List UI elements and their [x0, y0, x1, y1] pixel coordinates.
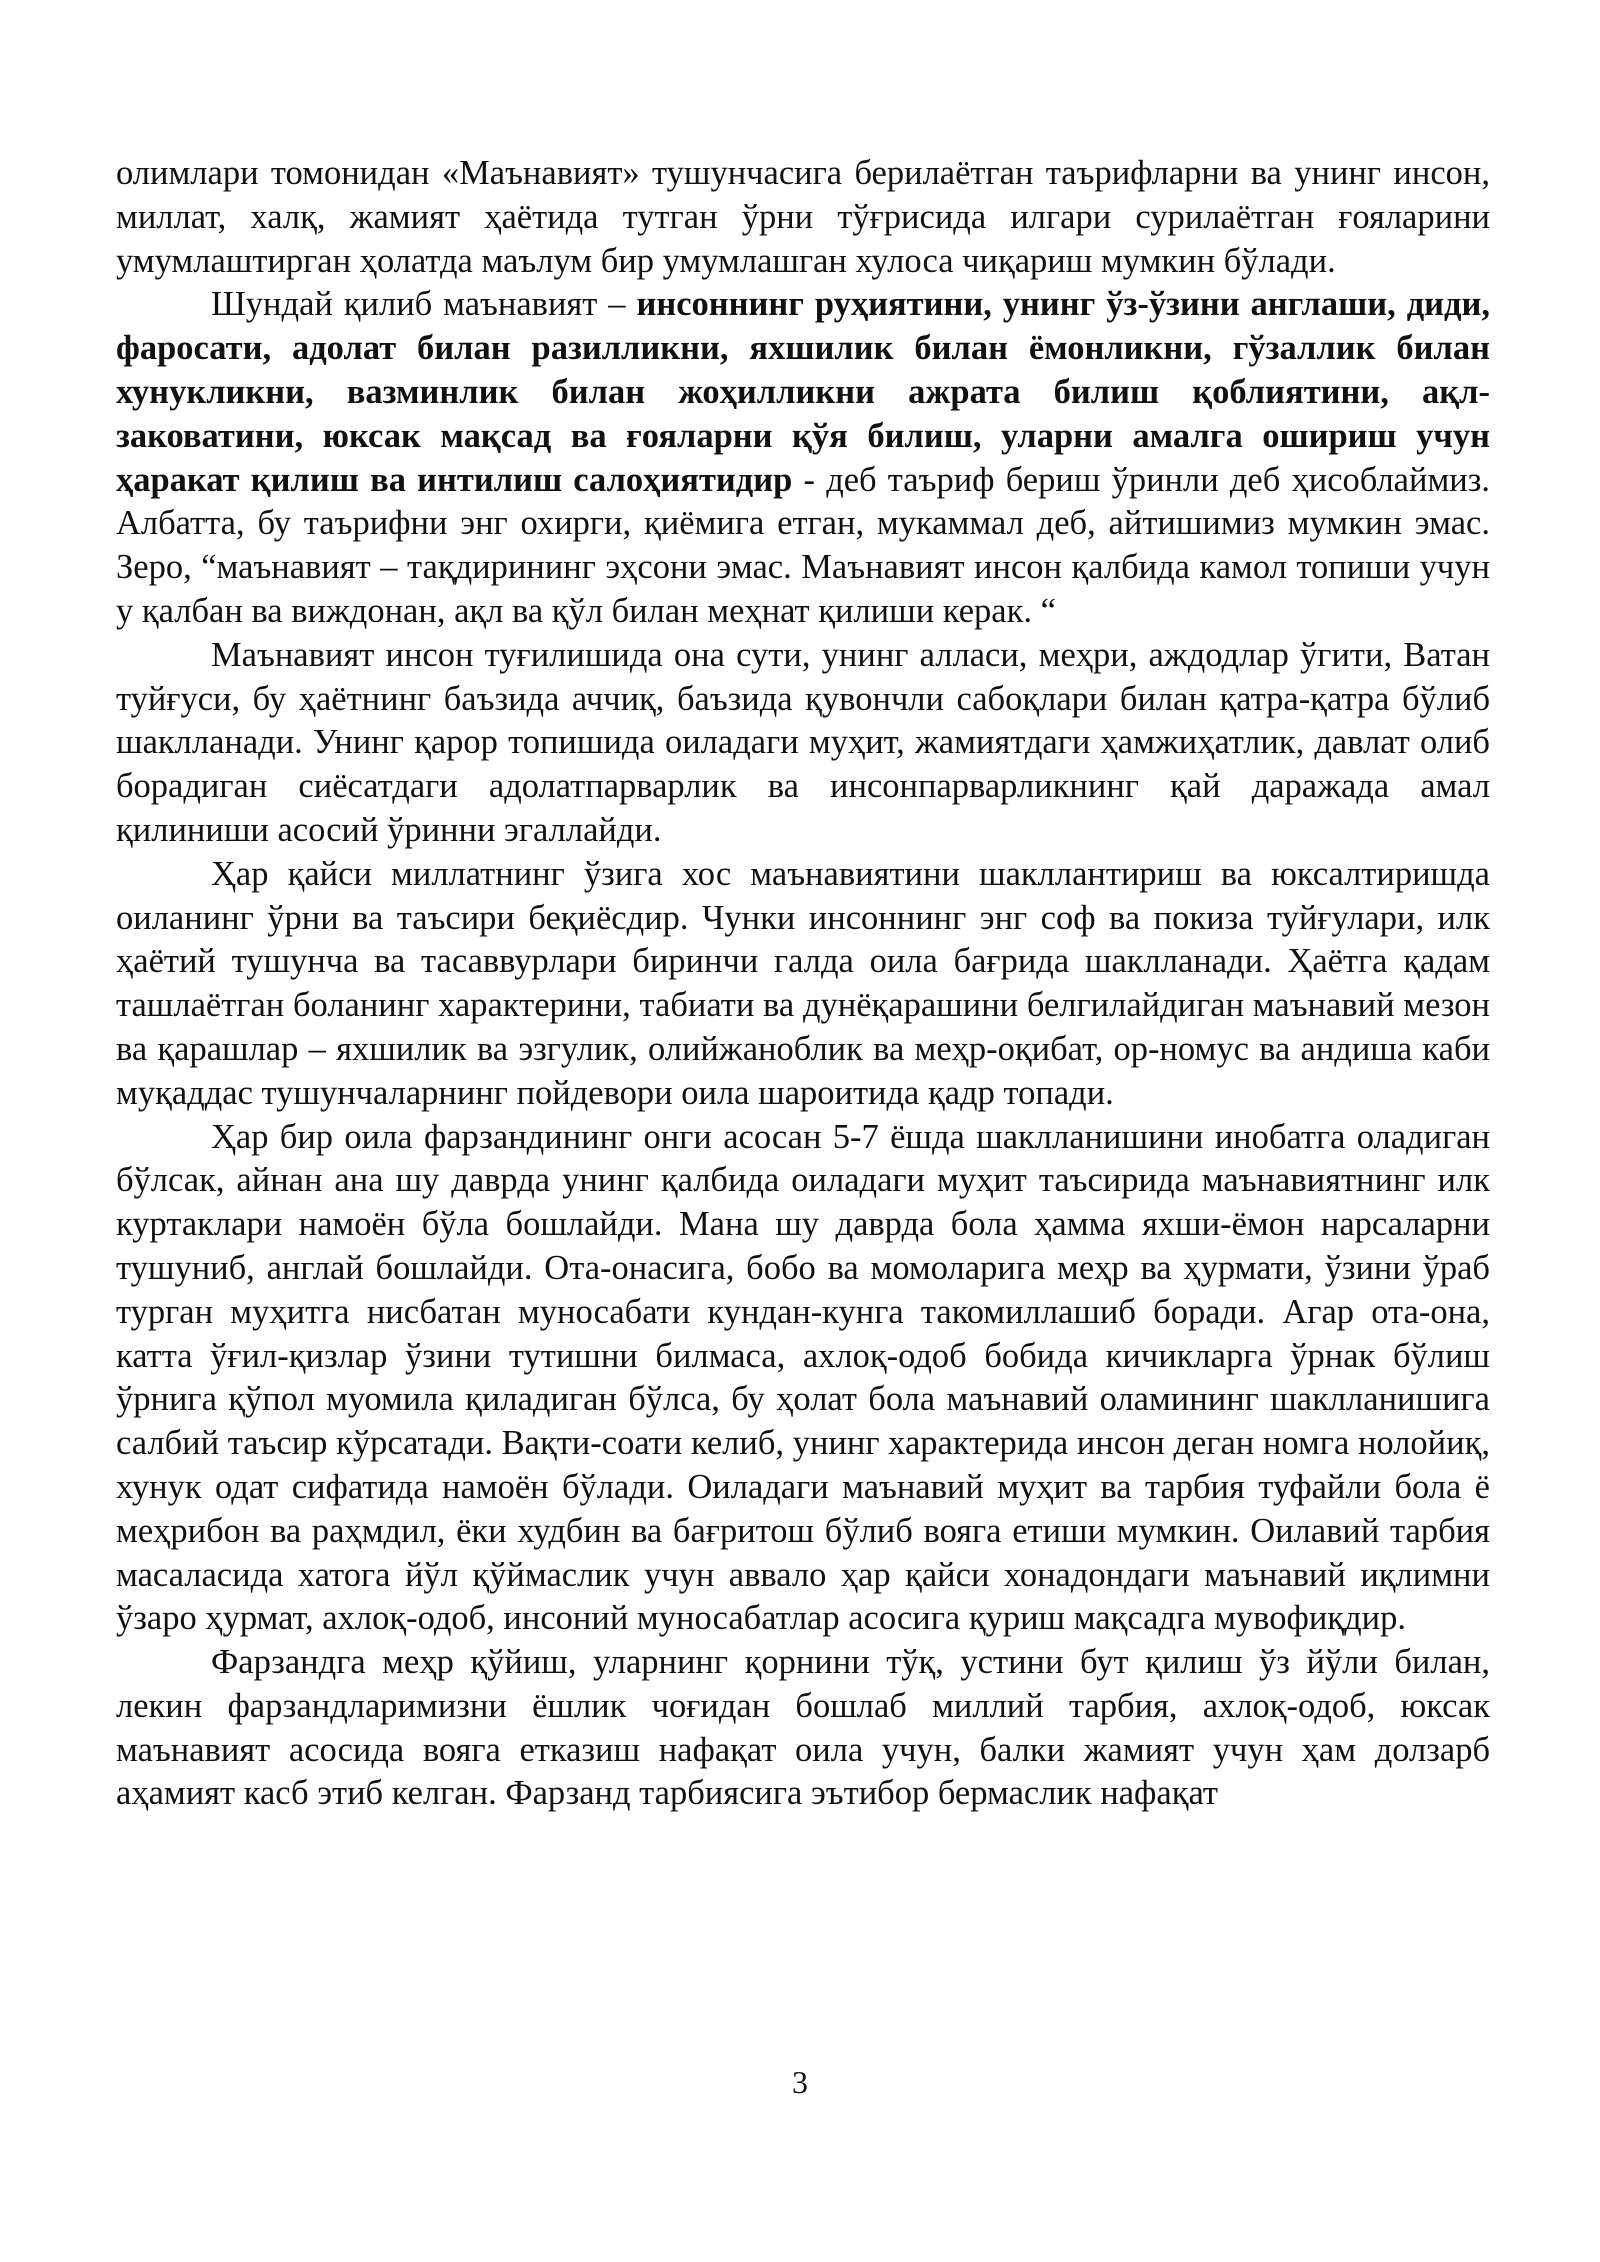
paragraph-intro: олимлари томонидан «Маънавият» тушунчасига берилаётган таърифларни ва унинг инсон, миллат, халқ, жамият ҳаётида тутган ўрни тўғрисида илгари сурилаётган ғояларини умумлаштирган ҳолатда маълум бир умумлашган хулоса чиқариш мумкин бўлади.: [116, 154, 1490, 280]
definition-bold-text: инсоннинг руҳиятини, унинг ўз-ўзини англаши, диди, фаросати, адолат билан разилликни, яхшилик билан ёмонликни, гўзаллик билан хунукликни, вазминлик билан жоҳилликни ажрата билиш қоблиятини, ақл-заковатини, юксак мақсад ва ғояларни қўя билиш, уларни амалга ошириш учун ҳаракат қилиш ва интилиш салоҳиятидир: [116, 285, 1490, 499]
paragraph-definition: [116, 283, 1490, 633]
definition-lead: Шундай қилиб маънавият –: [211, 285, 637, 324]
paragraph-formation: Маънавият инсон туғилишида она сути, унинг алласи, меҳри, аждодлар ўгити, Ватан туйғуси, бу ҳаётнинг баъзида аччиқ, баъзида қувончли сабоқлари билан қатра-қатра бўлиб шаклланади. Унинг қарор топишида оиладаги муҳит, жамиятдаги ҳамжиҳатлик, давлат олиб борадиган сиёсатдаги адолатпарварлик ва инсонпарварликнинг қай даражада амал қилиниши асосий ўринни эгаллайди.: [116, 635, 1490, 849]
paragraph-child-development: Ҳар бир оила фарзандининг онги асосан 5-7 ёшда шаклланишини инобатга оладиган бўлсак, айнан ана шу даврда унинг қалбида оиладаги муҳит таъсирида маънавиятнинг илк куртаклари намоён бўла бошлайди. Мана шу даврда бола ҳамма яхши-ёмон нарсаларни тушуниб, англай бошлайди. Ота-онасига, бобо ва момоларига меҳр ва ҳурмати, ўзини ўраб турган муҳитга нисбатан муносабати кундан-кунга такомиллашиб боради. Агар ота-она, катта ўғил-қизлар ўзини тутишни билмаса, ахлоқ-одоб бобида кичикларга ўрнак бўлиш ўрнига қўпол муомила қиладиган бўлса, бу ҳолат бола маънавий оламининг шаклланишига салбий таъсир кўрсатади. Вақти-соати келиб, унинг характерида инсон деган номга нолойиқ, хунук одат сифатида намоён бўлади. Оиладаги маънавий муҳит ва тарбия туфайли бола ё меҳрибон ва раҳмдил, ёки худбин ва бағритош бўлиб вояга етиши мумкин. Оилавий тарбия масаласида хатога йўл қўймаслик учун аввало ҳар қайси хонадондаги маънавий иқлимни ўзаро ҳурмат, ахлоқ-одоб, инсоний муносабатлар асосига қуриш мақсадга мувофиқдир.: [116, 1117, 1490, 1638]
paragraph-family-role: Ҳар қайси миллатнинг ўзига хос маънавиятини шакллантириш ва юксалтиришда оиланинг ўрни ва таъсири беқиёсдир. Чунки инсоннинг энг соф ва покиза туйғулари, илк ҳаётий тушунча ва тасаввурлари биринчи галда оила бағрида шаклланади. Ҳаётга қадам ташлаётган боланинг характерини, табиати ва дунёқарашини белгилайдиган маънавий мезон ва қарашлар – яхшилик ва эзгулик, олийжаноблик ва меҳр-оқибат, ор-номус ва андиша каби муқаддас тушунчаларнинг пойдевори оила шароитида қадр топади.: [116, 854, 1490, 1112]
document-page: [116, 152, 1490, 1816]
page-number: 3: [792, 2064, 808, 2100]
definition-tail: - деб таъриф бериш ўринли деб ҳисоблаймиз. Албатта, бу таърифни энг охирги, қиёмига етган, мукаммал деб, айтишимиз мумкин эмас. Зеро, “маънавият – тақдирининг эҳсони эмас. Маънавият инсон қалбида камол топиши учун у қалбан ва виждонан, ақл ва қўл билан меҳнат қилиши керак. “: [116, 460, 1490, 630]
paragraph-upbringing: Фарзандга меҳр қўйиш, уларнинг қорнини тўқ, устини бут қилиш ўз йўли билан, лекин фарзандларимизни ёшлик чоғидан бошлаб миллий тарбия, ахлоқ-одоб, юксак маънавият асосида вояга етказиш нафақат оила учун, балки жамият учун ҳам долзарб аҳамият касб этиб келган. Фарзанд тарбиясига эътибор бермаслик нафақат: [116, 1643, 1490, 1813]
